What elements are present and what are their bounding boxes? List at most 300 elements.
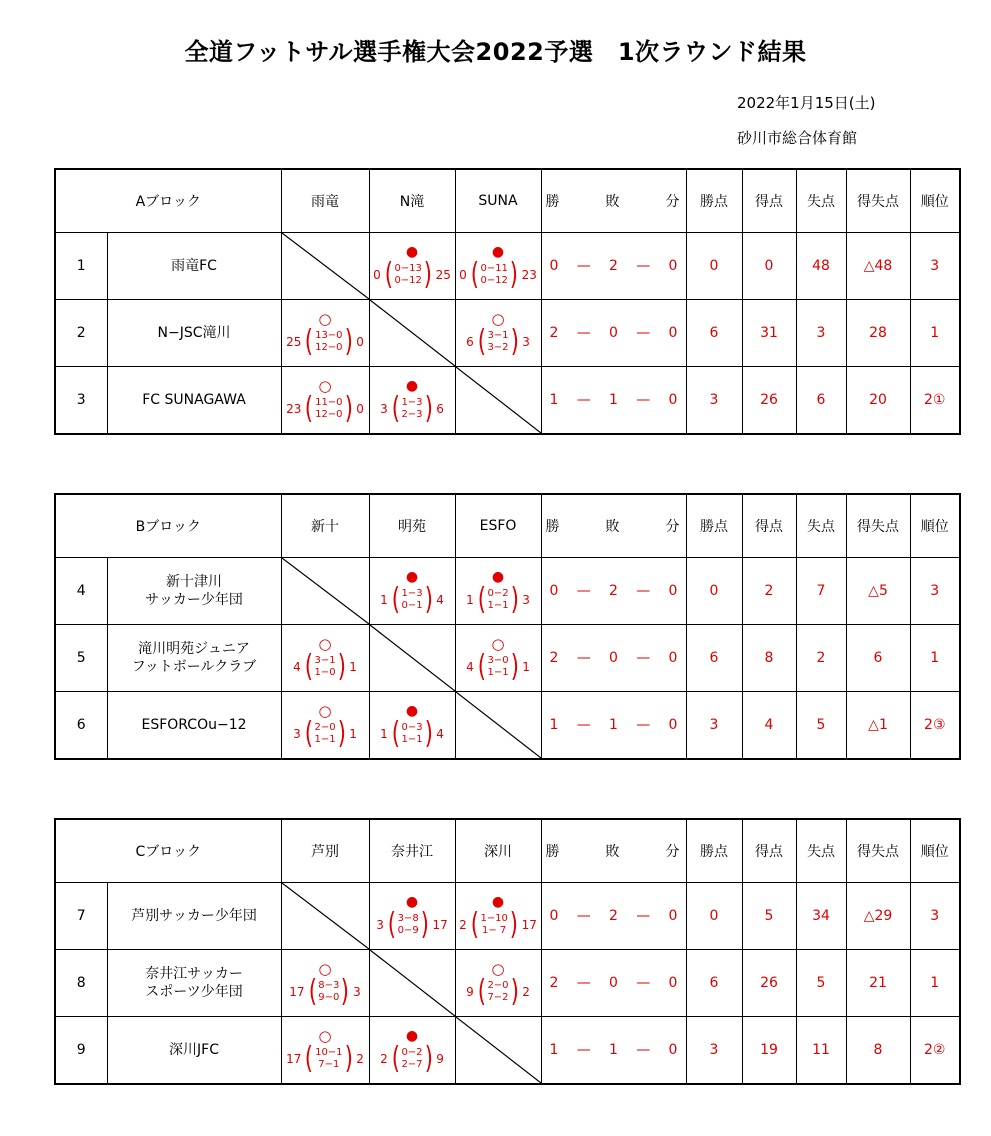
opponent-header: 深川 <box>455 819 541 883</box>
draws: 0 <box>668 583 678 599</box>
left-bracket: ( <box>391 1041 400 1076</box>
first-half-score: 3−1 <box>314 655 336 666</box>
losses: 0 <box>609 325 618 341</box>
match-result-cell <box>281 300 369 367</box>
right-bracket: ) <box>341 974 350 1009</box>
win-lose-draw <box>541 233 686 300</box>
team-row <box>55 233 960 300</box>
opponent-header: 新十 <box>281 494 369 558</box>
win-mark-icon: ○ <box>318 1027 332 1045</box>
rank: 2① <box>910 367 960 435</box>
total-goals-for: 3 <box>293 727 301 741</box>
half-scores <box>303 391 354 426</box>
wins: 2 <box>549 325 559 341</box>
win-header: 勝 <box>545 519 560 535</box>
points: 3 <box>686 367 742 435</box>
points: 3 <box>686 692 742 760</box>
opponent-header: 奈井江 <box>369 819 455 883</box>
goals-for: 8 <box>742 625 796 692</box>
right-bracket: ) <box>344 391 353 426</box>
second-half-score: 1− 7 <box>482 925 507 936</box>
wins: 1 <box>549 1042 559 1058</box>
right-bracket: ) <box>510 324 519 359</box>
wins: 0 <box>549 583 559 599</box>
loss-mark-icon: ● <box>405 894 419 910</box>
points-header: 勝点 <box>686 819 742 883</box>
losses: 2 <box>609 258 618 274</box>
rank: 1 <box>910 625 960 692</box>
half-scores <box>476 582 521 617</box>
total-goals-against: 1 <box>349 660 357 674</box>
half-scores <box>469 257 520 292</box>
half-scores <box>303 716 348 751</box>
page-title: 全道フットサル選手権大会2022予選 1次ラウンド結果 <box>184 38 807 66</box>
draws: 0 <box>668 650 678 666</box>
diagonal-line <box>456 367 541 433</box>
diagonal-line <box>282 558 369 624</box>
gd-header: 得失点 <box>846 494 910 558</box>
total-goals-for: 2 <box>459 918 467 932</box>
total-goals-against: 1 <box>349 727 357 741</box>
second-half-score: 2−3 <box>401 409 423 420</box>
right-bracket: ) <box>510 974 519 1009</box>
half-scores <box>383 257 434 292</box>
diagonal-line <box>370 625 455 691</box>
losses: 2 <box>609 908 618 924</box>
left-bracket: ( <box>305 324 314 359</box>
wins: 1 <box>549 717 559 733</box>
goals-against: 2 <box>796 625 846 692</box>
team-row <box>55 367 960 435</box>
second-half-score: 1−1 <box>401 734 423 745</box>
left-bracket: ( <box>470 907 479 942</box>
total-goals-for: 4 <box>466 660 474 674</box>
event-date: 2022年1月15日(土) <box>737 94 876 112</box>
loss-mark-icon: ● <box>491 894 505 910</box>
left-bracket: ( <box>477 974 486 1009</box>
diagonal-line <box>456 692 541 758</box>
opponent-header: 芦別 <box>281 819 369 883</box>
match-result-cell <box>369 883 455 950</box>
draws: 0 <box>668 392 678 408</box>
self-match-cell <box>455 692 541 760</box>
second-half-score: 0−12 <box>480 275 508 286</box>
second-half-score: 1−1 <box>314 734 336 745</box>
dash-separator: — <box>636 1042 651 1058</box>
match-result-cell <box>281 950 369 1017</box>
points: 0 <box>686 883 742 950</box>
loss-mark-icon: ● <box>405 703 419 719</box>
second-half-score: 12−0 <box>315 409 343 420</box>
losses: 1 <box>609 1042 618 1058</box>
loss-mark-icon: ● <box>405 569 419 585</box>
diagonal-line <box>282 883 369 949</box>
losses: 1 <box>609 717 618 733</box>
team-name <box>107 950 281 1017</box>
first-half-score: 1−3 <box>401 397 423 408</box>
match-result-cell <box>455 300 541 367</box>
diagonal-line <box>370 950 455 1016</box>
points: 6 <box>686 950 742 1017</box>
half-scores <box>390 716 435 751</box>
second-half-score: 7−1 <box>318 1059 340 1070</box>
match-result-cell <box>455 233 541 300</box>
wins: 1 <box>549 392 559 408</box>
total-goals-against: 23 <box>521 268 537 282</box>
team-name-line: 滝川明苑ジュニア <box>138 641 250 657</box>
second-half-score: 9−0 <box>318 992 340 1003</box>
match-result-cell <box>281 692 369 760</box>
team-name-line: ESFORCOu−12 <box>141 717 247 733</box>
block-name: Bブロック <box>55 494 281 558</box>
draw-header: 分 <box>665 194 680 210</box>
total-goals-for: 1 <box>380 727 388 741</box>
total-goals-for: 17 <box>289 985 305 999</box>
team-number: 8 <box>55 950 107 1017</box>
first-half-score: 0−2 <box>487 588 509 599</box>
right-bracket: ) <box>424 582 433 617</box>
total-goals-for: 2 <box>380 1052 388 1066</box>
wins: 2 <box>549 975 559 991</box>
team-name <box>107 558 281 625</box>
right-bracket: ) <box>509 907 518 942</box>
team-name <box>107 367 281 435</box>
draws: 0 <box>668 975 678 991</box>
rank: 2② <box>910 1017 960 1085</box>
points-header: 勝点 <box>686 169 742 233</box>
goal-difference: △29 <box>846 883 910 950</box>
half-scores <box>476 649 521 684</box>
right-bracket: ) <box>344 1041 353 1076</box>
rank-header: 順位 <box>910 494 960 558</box>
total-goals-for: 23 <box>286 402 302 416</box>
dash-separator: — <box>636 908 651 924</box>
ga-header: 失点 <box>796 819 846 883</box>
half-scores <box>303 324 354 359</box>
win-lose-draw <box>541 692 686 760</box>
left-bracket: ( <box>305 1041 314 1076</box>
goal-difference: 20 <box>846 367 910 435</box>
points: 0 <box>686 233 742 300</box>
left-bracket: ( <box>387 907 396 942</box>
team-row <box>55 883 960 950</box>
first-half-score: 3−8 <box>397 913 419 924</box>
losses: 0 <box>609 975 618 991</box>
draws: 0 <box>668 717 678 733</box>
opponent-header: N滝 <box>369 169 455 233</box>
win-lose-draw <box>541 300 686 367</box>
win-header: 勝 <box>545 844 560 860</box>
left-bracket: ( <box>477 649 486 684</box>
goals-for: 4 <box>742 692 796 760</box>
half-scores <box>307 974 352 1009</box>
dash-separator: — <box>576 975 591 991</box>
win-mark-icon: ○ <box>318 635 332 653</box>
first-half-score: 10−1 <box>315 1047 343 1058</box>
dash-separator: — <box>576 650 591 666</box>
team-number: 4 <box>55 558 107 625</box>
lose-header: 敗 <box>605 194 620 210</box>
self-match-cell <box>281 883 369 950</box>
dash-separator: — <box>576 258 591 274</box>
diagonal-line <box>456 1017 541 1083</box>
win-mark-icon: ○ <box>491 310 505 328</box>
half-scores <box>390 1041 435 1076</box>
left-bracket: ( <box>391 716 400 751</box>
block-table <box>54 493 961 760</box>
dash-separator: — <box>636 717 651 733</box>
goal-difference: 6 <box>846 625 910 692</box>
goals-for: 26 <box>742 950 796 1017</box>
ga-header: 失点 <box>796 169 846 233</box>
self-match-cell <box>455 1017 541 1085</box>
team-name-line: 新十津川 <box>166 574 222 590</box>
first-half-score: 13−0 <box>315 330 343 341</box>
opponent-header: ESFO <box>455 494 541 558</box>
team-row <box>55 625 960 692</box>
left-bracket: ( <box>477 324 486 359</box>
dash-separator: — <box>636 325 651 341</box>
team-row <box>55 558 960 625</box>
lose-header: 敗 <box>605 519 620 535</box>
right-bracket: ) <box>509 257 518 292</box>
match-result-cell <box>455 950 541 1017</box>
rank: 3 <box>910 233 960 300</box>
team-name-line: 雨竜FC <box>171 258 217 274</box>
team-name-line: N−JSC滝川 <box>157 325 231 341</box>
total-goals-against: 6 <box>436 402 444 416</box>
points: 6 <box>686 300 742 367</box>
win-mark-icon: ○ <box>318 310 332 328</box>
gd-header: 得失点 <box>846 169 910 233</box>
gf-header: 得点 <box>742 494 796 558</box>
wins: 0 <box>549 908 559 924</box>
block-name: Aブロック <box>55 169 281 233</box>
points: 3 <box>686 1017 742 1085</box>
team-number: 5 <box>55 625 107 692</box>
dash-separator: — <box>576 717 591 733</box>
half-scores <box>390 391 435 426</box>
team-number: 3 <box>55 367 107 435</box>
self-match-cell <box>369 300 455 367</box>
match-result-cell <box>455 558 541 625</box>
win-lose-draw <box>541 625 686 692</box>
opponent-header: 明苑 <box>369 494 455 558</box>
right-bracket: ) <box>420 907 429 942</box>
second-half-score: 12−0 <box>315 342 343 353</box>
diagonal-line <box>370 300 455 366</box>
dash-separator: — <box>576 1042 591 1058</box>
match-result-cell <box>369 233 455 300</box>
second-half-score: 7−2 <box>487 992 509 1003</box>
right-bracket: ) <box>424 391 433 426</box>
self-match-cell <box>455 367 541 435</box>
loss-mark-icon: ● <box>491 244 505 260</box>
draws: 0 <box>668 1042 678 1058</box>
rank: 1 <box>910 950 960 1017</box>
total-goals-for: 6 <box>466 335 474 349</box>
block-name: Cブロック <box>55 819 281 883</box>
total-goals-against: 2 <box>522 985 530 999</box>
first-half-score: 2−0 <box>487 980 509 991</box>
team-row <box>55 950 960 1017</box>
self-match-cell <box>281 233 369 300</box>
total-goals-against: 2 <box>356 1052 364 1066</box>
goals-for: 2 <box>742 558 796 625</box>
half-scores <box>303 649 348 684</box>
second-half-score: 1−1 <box>487 667 509 678</box>
total-goals-for: 1 <box>466 593 474 607</box>
team-name <box>107 692 281 760</box>
total-goals-against: 1 <box>522 660 530 674</box>
first-half-score: 1−3 <box>401 588 423 599</box>
second-half-score: 0−9 <box>397 925 419 936</box>
total-goals-for: 0 <box>459 268 467 282</box>
second-half-score: 0−12 <box>394 275 422 286</box>
right-bracket: ) <box>337 649 346 684</box>
losses: 2 <box>609 583 618 599</box>
team-name-line: 深川JFC <box>169 1042 219 1058</box>
gf-header: 得点 <box>742 819 796 883</box>
dash-separator: — <box>636 650 651 666</box>
goal-difference: △48 <box>846 233 910 300</box>
gf-header: 得点 <box>742 169 796 233</box>
right-bracket: ) <box>424 1041 433 1076</box>
self-match-cell <box>369 950 455 1017</box>
match-result-cell <box>455 883 541 950</box>
gd-header: 得失点 <box>846 819 910 883</box>
left-bracket: ( <box>391 582 400 617</box>
losses: 0 <box>609 650 618 666</box>
dash-separator: — <box>636 392 651 408</box>
goal-difference: 8 <box>846 1017 910 1085</box>
win-mark-icon: ○ <box>318 702 332 720</box>
left-bracket: ( <box>308 974 317 1009</box>
right-bracket: ) <box>510 582 519 617</box>
goals-against: 5 <box>796 950 846 1017</box>
total-goals-for: 17 <box>286 1052 302 1066</box>
goals-against: 5 <box>796 692 846 760</box>
event-venue: 砂川市総合体育館 <box>737 129 858 147</box>
first-half-score: 3−0 <box>487 655 509 666</box>
dash-separator: — <box>576 583 591 599</box>
loss-mark-icon: ● <box>491 569 505 585</box>
total-goals-for: 0 <box>373 268 381 282</box>
goals-against: 6 <box>796 367 846 435</box>
self-match-cell <box>281 558 369 625</box>
first-half-score: 0−13 <box>394 263 422 274</box>
second-half-score: 3−2 <box>487 342 509 353</box>
team-name <box>107 883 281 950</box>
match-result-cell <box>369 692 455 760</box>
win-lose-draw <box>541 558 686 625</box>
win-lose-draw-header <box>541 494 686 558</box>
win-mark-icon: ○ <box>491 635 505 653</box>
draw-header: 分 <box>665 844 680 860</box>
total-goals-against: 4 <box>436 593 444 607</box>
total-goals-against: 17 <box>432 918 448 932</box>
rank: 1 <box>910 300 960 367</box>
left-bracket: ( <box>304 649 313 684</box>
second-half-score: 2−7 <box>401 1059 423 1070</box>
total-goals-for: 9 <box>466 985 474 999</box>
total-goals-against: 4 <box>436 727 444 741</box>
match-result-cell <box>369 367 455 435</box>
total-goals-for: 4 <box>293 660 301 674</box>
team-number: 7 <box>55 883 107 950</box>
team-name-line: 奈井江サッカー <box>145 966 243 982</box>
goal-difference: 28 <box>846 300 910 367</box>
goals-for: 0 <box>742 233 796 300</box>
draws: 0 <box>668 258 678 274</box>
win-lose-draw-header <box>541 819 686 883</box>
first-half-score: 0−11 <box>480 263 508 274</box>
rank-header: 順位 <box>910 819 960 883</box>
goals-for: 31 <box>742 300 796 367</box>
loss-mark-icon: ● <box>405 1028 419 1044</box>
right-bracket: ) <box>337 716 346 751</box>
team-name-line: FC SUNAGAWA <box>142 392 246 408</box>
team-name-line: サッカー少年団 <box>145 592 243 608</box>
points: 6 <box>686 625 742 692</box>
goals-against: 34 <box>796 883 846 950</box>
rank: 3 <box>910 558 960 625</box>
first-half-score: 1−10 <box>480 913 508 924</box>
first-half-score: 0−3 <box>401 722 423 733</box>
match-result-cell <box>281 1017 369 1085</box>
half-scores <box>386 907 431 942</box>
right-bracket: ) <box>344 324 353 359</box>
loss-mark-icon: ● <box>405 378 419 394</box>
match-result-cell <box>455 625 541 692</box>
match-result-cell <box>281 625 369 692</box>
goals-for: 26 <box>742 367 796 435</box>
win-lose-draw <box>541 1017 686 1085</box>
total-goals-against: 17 <box>521 918 537 932</box>
goals-for: 5 <box>742 883 796 950</box>
losses: 1 <box>609 392 618 408</box>
team-name-line: スポーツ少年団 <box>145 984 243 1000</box>
team-name <box>107 233 281 300</box>
opponent-header: SUNA <box>455 169 541 233</box>
left-bracket: ( <box>391 391 400 426</box>
win-lose-draw <box>541 367 686 435</box>
second-half-score: 0−1 <box>401 600 423 611</box>
first-half-score: 11−0 <box>315 397 343 408</box>
goals-for: 19 <box>742 1017 796 1085</box>
goal-difference: 21 <box>846 950 910 1017</box>
dash-separator: — <box>576 908 591 924</box>
match-result-cell <box>369 558 455 625</box>
diagonal-line <box>282 233 369 299</box>
total-goals-for: 3 <box>380 402 388 416</box>
team-number: 6 <box>55 692 107 760</box>
block-table <box>54 168 961 435</box>
loss-mark-icon: ● <box>405 244 419 260</box>
team-name-line: 芦別サッカー少年団 <box>131 908 257 924</box>
win-mark-icon: ○ <box>491 960 505 978</box>
win-lose-draw <box>541 883 686 950</box>
win-lose-draw <box>541 950 686 1017</box>
rank: 3 <box>910 883 960 950</box>
first-half-score: 2−0 <box>314 722 336 733</box>
dash-separator: — <box>576 392 591 408</box>
total-goals-against: 0 <box>356 402 364 416</box>
half-scores <box>469 907 520 942</box>
second-half-score: 1−1 <box>487 600 509 611</box>
total-goals-against: 3 <box>353 985 361 999</box>
first-half-score: 0−2 <box>401 1047 423 1058</box>
